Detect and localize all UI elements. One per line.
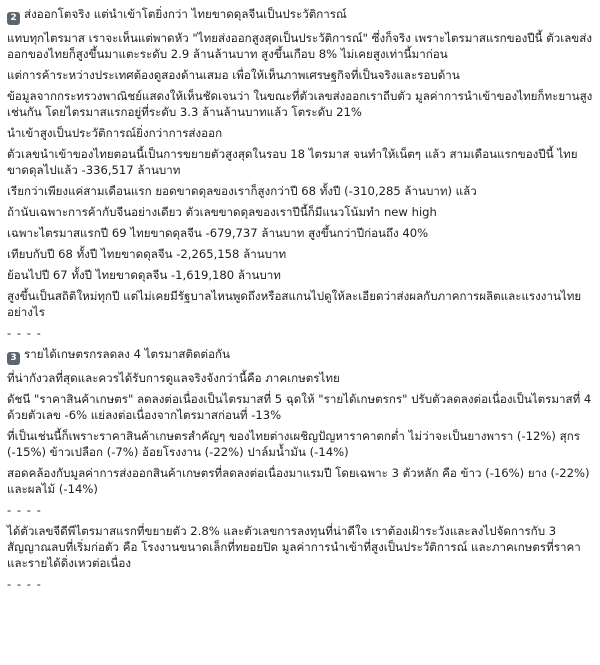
paragraph: เทียบกับปี 68 ทั้งปี ไทยขาดดุลจีน -2,265,158 ล้านบาท bbox=[7, 247, 287, 261]
paragraph: สอดคล้องกับมูลค่าการส่งออกสินค้าเกษตรที่ลดลงต่อเนื่องมาแรมปี โดยเฉพาะ 3 ตัวหลัก คือ ข้าว (-16%) ยาง (-22%) และผลไม้ (-14%) bbox=[7, 466, 590, 496]
paragraph: เฉพาะไตรมาสแรกปี 69 ไทยขาดดุลจีน -679,737 ล้านบาท สูงขึ้นกว่าปีก่อนถึง 40% bbox=[7, 226, 429, 240]
paragraph: ที่เป็นเช่นนี้ก็เพราะราคาสินค้าเกษตรสำคัญๆ ของไทยต่างเผชิญปัญหาราคาตกต่ำ ไม่ว่าจะเป็นยางพารา (-12%) สุกร (-15%) ข้าวเปลือก (-7%) อ้อยโรงงาน (-22%) ปาล์มน้ำมัน (-14%) bbox=[7, 429, 580, 459]
paragraph: นำเข้าสูงเป็นประวัติการณ์ยิ่งกว่าการส่งออก bbox=[7, 126, 223, 140]
closing-paragraph: ได้ตัวเลขจีดีพีไตรมาสแรกที่ขยายตัว 2.8% และตัวเลขการลงทุนที่น่าดีใจ เราต้องเฝ้าระวังและลงไปจัดการกับ 3 สัญญาณลบที่เริ่มก่อตัว คือ โรงงานขนาดเล็กที่ทยอยปิด มูลค่าการนำเข้าที่สูงเป็นประวัติการณ์ และภาคเกษตรที่ราคาและรายได้ดิ่งเหวต่อเนื่อง bbox=[7, 524, 581, 570]
number-2-badge: 2 bbox=[7, 12, 20, 25]
heading-text: ส่งออกโตจริง แต่นำเข้าโตยิ่งกว่า ไทยขาดดุลจีนเป็นประวัติการณ์ bbox=[24, 7, 347, 21]
paragraph: แทบทุกไตรมาส เราจะเห็นแต่พาดหัว "ไทยส่งออกสูงสุดเป็นประวัติการณ์" ซึ่งก็จริง เพราะไตรมาสแรกของปีนี้ ตัวเลขส่งออกของไทยก็สูงขึ้นมาแตะระดับ 2.9 ล้านล้านบาท สูงขึ้นเกือบ 8% ไม่เคยสูงเท่านี้มาก่อน bbox=[7, 31, 592, 61]
number-3-badge: 3 bbox=[7, 352, 20, 365]
paragraph: ที่น่ากังวลที่สุดและควรได้รับการดูแลจริงจังกว่านี้คือ ภาคเกษตรไทย bbox=[7, 371, 340, 385]
paragraph: เรียกว่าเพียงแค่สามเดือนแรก ยอดขาดดุลของเราก็สูงกว่าปี 68 ทั้งปี (-310,285 ล้านบาท) แล้ว bbox=[7, 184, 477, 198]
heading-text: รายได้เกษตรกรลดลง 4 ไตรมาสติดต่อกัน bbox=[24, 347, 230, 361]
paragraph: ย้อนไปปี 67 ทั้งปี ไทยขาดดุลจีน -1,619,180 ล้านบาท bbox=[7, 268, 281, 282]
paragraph: แต่การค้าระหว่างประเทศต้องดูสองด้านเสมอ เพื่อให้เห็นภาพเศรษฐกิจที่เป็นจริงและรอบด้าน bbox=[7, 68, 460, 82]
section-heading bbox=[7, 6, 593, 25]
section-heading bbox=[7, 346, 593, 365]
paragraph: ดัชนี "ราคาสินค้าเกษตร" ลดลงต่อเนื่องเป็นไตรมาสที่ 5 ฉุดให้ "รายได้เกษตรกร" ปรับตัวลดลงต่อเนื่องเป็นไตรมาสที่ 4 ด้วยตัวเลข -6% แย่ลงต่อเนื่องจากไตรมาสก่อนที่ -13% bbox=[7, 392, 592, 422]
separator: - - - - bbox=[7, 326, 42, 340]
paragraph: ตัวเลขนำเข้าของไทยตอนนี้เป็นการขยายตัวสูงสุดในรอบ 18 ไตรมาส จนทำให้เน็ตๆ แล้ว สามเดือนแรกของปีนี้ ไทยขาดดุลไปแล้ว -336,517 ล้านบาท bbox=[7, 147, 578, 177]
paragraph: สูงขึ้นเป็นสถิติใหม่ทุกปี แต่ไม่เคยมีรัฐบาลไหนพูดถึงหรือสแกนไปดูให้ละเอียดว่าส่งผลกับภาคการผลิตและแรงงานไทยอย่างไร bbox=[7, 289, 582, 319]
paragraph: ข้อมูลจากกระทรวงพาณิชย์แสดงให้เห็นชัดเจนว่า ในขณะที่ตัวเลขส่งออกเราถีบตัว มูลค่าการนำเข้าของไทยก็ทะยานสูงเช่นกัน โดยไตรมาสแรกอยู่ที่ระดับ 3.3 ล้านล้านบาทแล้ว โตระดับ 21% bbox=[7, 89, 593, 119]
separator: - - - - bbox=[7, 503, 42, 517]
paragraph: ถ้านับเฉพาะการค้ากับจีนอย่างเดียว ตัวเลขขาดดุลของเราปีนี้ก็มีแนวโน้มทำ new high bbox=[7, 205, 437, 219]
separator: - - - - bbox=[7, 577, 42, 591]
